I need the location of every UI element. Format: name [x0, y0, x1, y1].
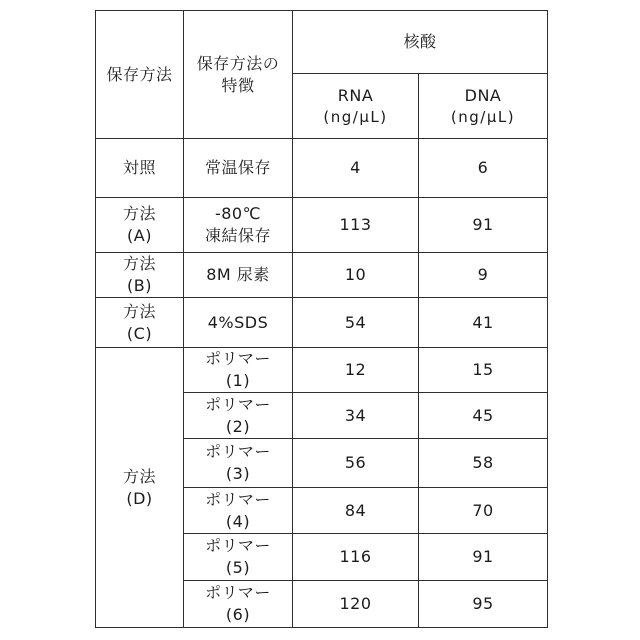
cell-feature-polymer-3-line2: (3) [225, 464, 251, 483]
cell-feature-polymer-3 [184, 439, 293, 488]
header-row-group [96, 11, 548, 74]
cell-feature-polymer-5 [184, 534, 293, 581]
header-storage-method [96, 11, 184, 139]
cell-method-b-line1: 方法 [122, 254, 156, 274]
header-feature [184, 11, 293, 139]
cell-dna-b: 9 [419, 253, 548, 298]
cell-dna-c: 41 [419, 298, 548, 348]
cell-feature-polymer-4 [184, 488, 293, 534]
cell-rna-b: 10 [293, 253, 419, 298]
header-storage-method-label: 保存方法 [106, 64, 173, 84]
cell-rna-polymer-3: 56 [293, 439, 419, 488]
cell-feature-polymer-5-line2: (5) [225, 558, 251, 577]
cell-method-control: 対照 [96, 139, 184, 198]
cell-dna-a: 91 [419, 198, 548, 253]
cell-method-c [96, 298, 184, 348]
cell-dna-polymer-6: 95 [419, 581, 548, 628]
table-row-method-b [96, 253, 548, 298]
cell-dna-polymer-1: 15 [419, 348, 548, 393]
header-feature-line1: 保存方法の [196, 53, 280, 73]
header-rna [293, 74, 419, 139]
cell-feature-polymer-2 [184, 393, 293, 439]
cell-feature-control: 常温保存 [184, 139, 293, 198]
header-dna-name: DNA [464, 86, 502, 106]
header-dna [419, 74, 548, 139]
cell-rna-control: 4 [293, 139, 419, 198]
cell-rna-polymer-5: 116 [293, 534, 419, 581]
header-nucleic-acid-group: 核酸 [293, 11, 548, 74]
cell-feature-polymer-1 [184, 348, 293, 393]
cell-method-a [96, 198, 184, 253]
cell-rna-polymer-6: 120 [293, 581, 419, 628]
storage-method-results-table [95, 10, 548, 628]
cell-rna-polymer-1: 12 [293, 348, 419, 393]
table-row-method-c [96, 298, 548, 348]
cell-feature-polymer-5-line1: ポリマー [205, 536, 271, 556]
cell-feature-polymer-3-line1: ポリマー [205, 442, 271, 462]
cell-method-a-line1: 方法 [122, 204, 156, 224]
cell-feature-c: 4%SDS [184, 298, 293, 348]
cell-rna-c: 54 [293, 298, 419, 348]
cell-feature-polymer-1-line2: (1) [225, 371, 251, 390]
cell-method-b-line2: (B) [127, 276, 152, 295]
cell-feature-polymer-6-line2: (6) [225, 605, 251, 624]
cell-feature-a-line1: -80℃ [214, 204, 262, 224]
cell-feature-polymer-6-line1: ポリマー [205, 583, 271, 603]
header-dna-unit: (ng/μL) [450, 107, 516, 126]
cell-method-d-line2: (D) [126, 488, 153, 508]
table-row-control [96, 139, 548, 198]
cell-dna-control: 6 [419, 139, 548, 198]
cell-method-d-line1: 方法 [122, 466, 156, 486]
header-feature-line2: 特徴 [221, 75, 255, 95]
cell-rna-polymer-4: 84 [293, 488, 419, 534]
cell-feature-b: 8M 尿素 [184, 253, 293, 298]
cell-dna-polymer-4: 70 [419, 488, 548, 534]
header-rna-unit: (ng/μL) [323, 107, 388, 126]
cell-dna-polymer-3: 58 [419, 439, 548, 488]
cell-method-b [96, 253, 184, 298]
cell-rna-a: 113 [293, 198, 419, 253]
cell-method-d [96, 348, 184, 628]
cell-feature-polymer-4-line2: (4) [225, 511, 251, 531]
cell-dna-polymer-5: 91 [419, 534, 548, 581]
cell-feature-a-line2: 凍結保存 [204, 226, 271, 245]
cell-method-a-line2: (A) [127, 226, 152, 245]
header-rna-name: RNA [337, 86, 374, 106]
cell-feature-a [184, 198, 293, 253]
cell-method-c-line1: 方法 [122, 301, 156, 321]
cell-dna-polymer-2: 45 [419, 393, 548, 439]
cell-rna-polymer-2: 34 [293, 393, 419, 439]
cell-feature-polymer-1-line1: ポリマー [205, 349, 271, 369]
cell-feature-polymer-2-line1: ポリマー [205, 394, 271, 414]
table-row-method-a [96, 198, 548, 253]
cell-feature-polymer-2-line2: (2) [225, 416, 251, 436]
cell-method-c-line2: (C) [126, 323, 153, 343]
cell-feature-polymer-4-line1: ポリマー [205, 489, 271, 509]
cell-feature-polymer-6 [184, 581, 293, 628]
table-row-polymer-1 [96, 348, 548, 393]
